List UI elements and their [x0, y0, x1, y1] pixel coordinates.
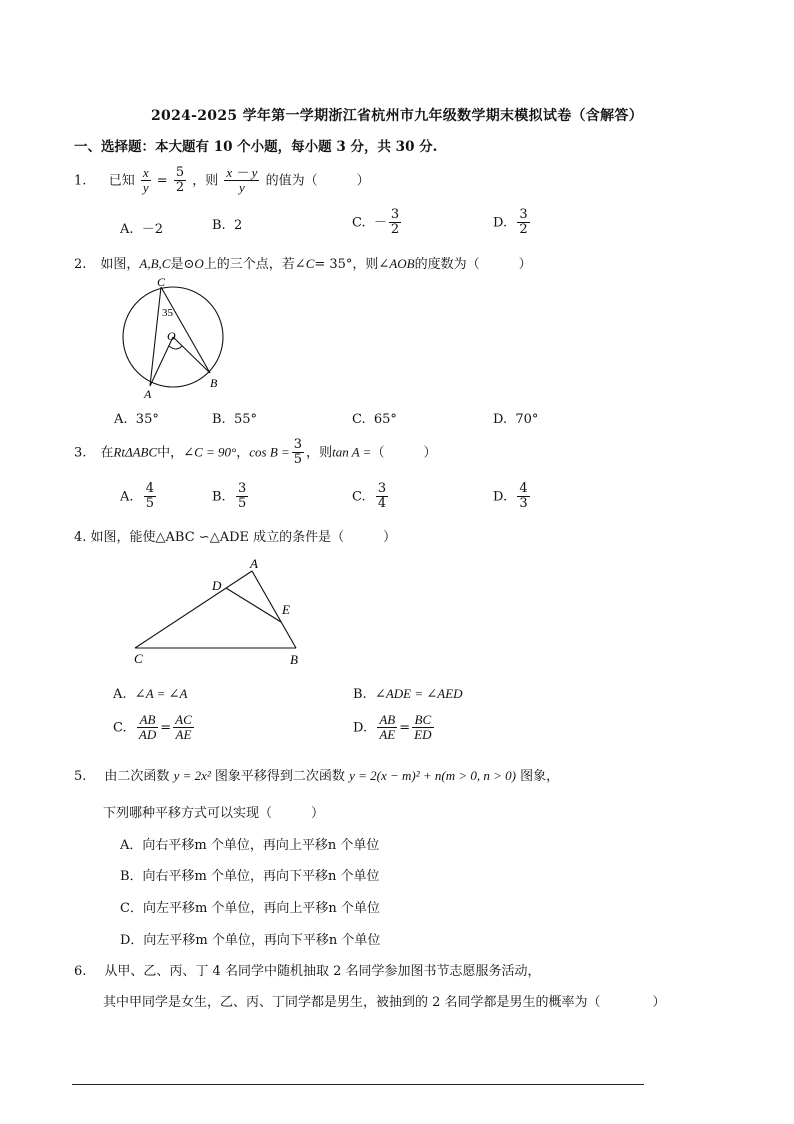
question-1: 1. 已知 $\frac{x}{y}$ = $\frac{5}{2}$ ，则 $\frac{x - y}{y}$ 的值为（ ）	[74, 165, 370, 196]
q1-option-c[interactable]: C. － $\frac{3}{2}$	[352, 207, 400, 238]
q2-option-b[interactable]: B. 55°	[212, 412, 257, 427]
section-heading: 一、选择题：本大题有 10 个小题，每小题 3 分，共 30 分.	[74, 139, 438, 155]
question-6: 6. 从甲、乙、丙、丁 4 名同学中随机抽取 2 名同学参加图书节志愿服务活动，	[74, 964, 541, 979]
q5-option-b[interactable]: B．向右平移m 个单位，再向下平移n 个单位	[120, 869, 380, 884]
q5-option-c[interactable]: C．向左平移m 个单位，再向上平移n 个单位	[120, 901, 380, 916]
fraction: $\frac{5}{2}$	[175, 165, 185, 196]
footer-divider	[72, 1084, 644, 1085]
q3-option-d[interactable]: D. $\frac{4}{3}$	[493, 481, 528, 512]
point-label-c: C	[134, 651, 143, 666]
point-label-a: A	[250, 556, 258, 571]
q4-option-a[interactable]: A. ∠A = ∠A	[113, 686, 188, 702]
q3-option-b[interactable]: B. $\frac{3}{5}$	[212, 481, 247, 512]
point-label-d: D	[212, 578, 222, 593]
q5-option-d[interactable]: D．向左平移m 个单位，再向下平移n 个单位	[120, 933, 381, 948]
question-4: 4. 如图，能使△ABC ∽△ADE 成立的条件是（ ）	[74, 530, 397, 545]
q2-option-a[interactable]: A. 35°	[114, 412, 159, 427]
question-5-line2: 下列哪种平移方式可以实现（ ）	[103, 806, 325, 821]
triangle-figure	[128, 556, 318, 668]
question-3: 3. 在RtΔABC中，∠C = 90°，cos B = $\frac{3}{5}$ ，则tan A =（ ）	[74, 437, 437, 468]
q2-option-c[interactable]: C. 65°	[352, 412, 397, 427]
question-2: 2. 如图，A,B,C是⊙O上的三个点，若∠C= 35°，则∠AOB的度数为（ ）	[74, 256, 532, 272]
q4-option-d[interactable]: D. $\frac{AB}{AE}$ = $\frac{BC}{ED}$	[353, 712, 432, 743]
page-title: 2024-2025 学年第一学期浙江省杭州市九年级数学期末模拟试卷（含解答）	[150, 108, 643, 124]
point-label-e: E	[282, 602, 290, 617]
circle-figure	[110, 274, 240, 404]
point-label-c: C	[157, 275, 166, 289]
question-number: 1.	[74, 173, 87, 189]
q1-option-a[interactable]: A. －2	[120, 222, 164, 237]
point-label-b: B	[210, 376, 218, 390]
fraction: $\frac{x - y}{y}$	[226, 165, 258, 196]
fraction: $\frac{x}{y}$	[142, 165, 149, 196]
question-5: 5. 由二次函数 y = 2x² 图象平移得到二次函数 y = 2(x − m)² + n(m > 0, n > 0) 图象，	[74, 768, 560, 784]
point-label-a: A	[144, 387, 152, 401]
q5-option-a[interactable]: A．向右平移m 个单位，再向上平移n 个单位	[120, 838, 380, 853]
q4-option-b[interactable]: B. ∠ADE = ∠AED	[353, 686, 463, 702]
question-6-line2: 其中甲同学是女生，乙、丙、丁同学都是男生，被抽到的 2 名同学都是男生的概率为（ ）	[103, 995, 666, 1010]
point-label-b: B	[290, 652, 298, 667]
q1-option-d[interactable]: D. $\frac{3}{2}$	[493, 207, 528, 238]
q2-option-d[interactable]: D. 70°	[493, 412, 539, 427]
q3-option-c[interactable]: C. $\frac{3}{4}$	[352, 481, 387, 512]
angle-label: 35	[162, 307, 173, 319]
point-label-o: O	[167, 329, 176, 343]
q3-option-a[interactable]: A. $\frac{4}{5}$	[120, 481, 155, 512]
q4-option-c[interactable]: C. $\frac{AB}{AD}$ = $\frac{AC}{AE}$	[113, 712, 192, 743]
q1-option-b[interactable]: B. 2	[212, 218, 243, 233]
